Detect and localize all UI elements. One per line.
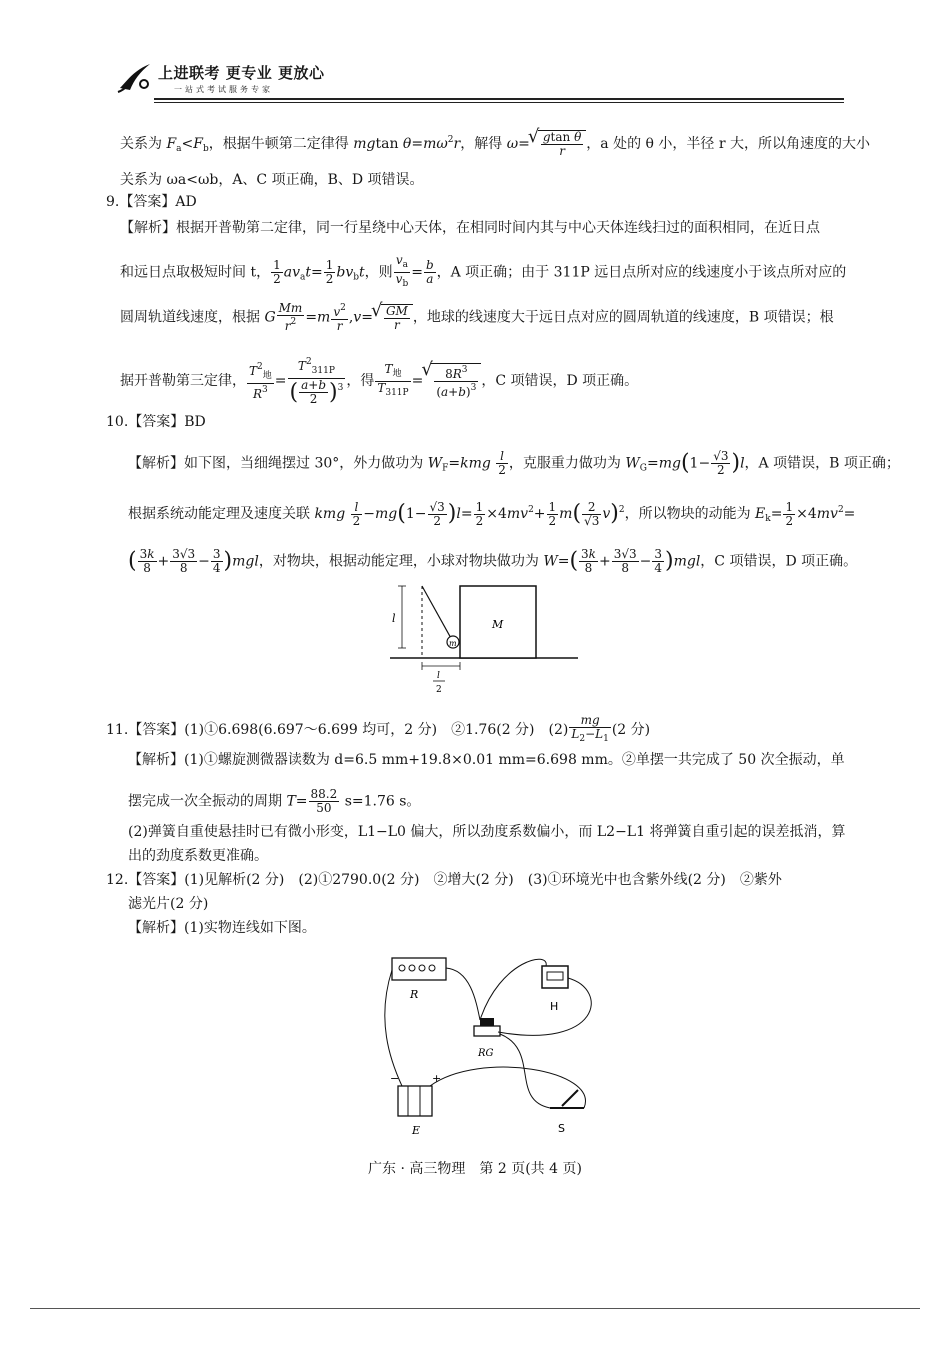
q12-answer-2: 滤光片(2 分)	[128, 896, 209, 912]
pendulum-block-figure	[380, 578, 580, 700]
q9-line-2: 和远日点取极短时间 t， $\frac{1}{2}$ $av_at=$ $\frac{1}{2}$ $bv_bt$，则 $\frac{v_a}{v_b}$ = $\frac{b}{a}$ ，A 项正确；由于 311P 远日点所对应的线速度小于该点所对应的	[120, 253, 847, 289]
ball-label: m	[449, 639, 457, 648]
l-label: l	[392, 612, 396, 625]
battery-E	[398, 1086, 432, 1116]
q9-line-1: 【解析】根据开普勒第二定律，同一行星绕中心天体，在相同时间内其与中心天体连线扫过的面积相同，在近日点	[120, 220, 820, 236]
q8-line-1: 关系为 $F_a<F_b$，根据牛顿第二定律得 mgtan $\theta=m\omega^2r$，解得 ω= √ $\frac{\text{gtan θ}}{r}$ ，a 处的 θ 小，半径 r 大，所以角速度的大小	[120, 130, 870, 159]
brand-slogan: 上进联考 更专业 更放心	[158, 64, 325, 82]
q9-line-4: 据开普勒第三定律， $\frac{T^2_地}{R^3}$ = $T^2_{311P}$ ( $\frac{a+b}{2}$ )$^3$ ，得 $\frac{T_地}{T_{311P}}$ = √ $\frac{8R^3}{(a+b)^3}$ ，C 项错误，D 项正确。	[120, 356, 638, 406]
q11-line-1: 【解析】(1)①螺旋测微器读数为 d=6.5 mm+19.8×0.01 mm=6.698 mm。②单摆一共完成了 50 次全振动，单	[128, 752, 845, 768]
string-line	[422, 586, 452, 640]
q12-analysis: 【解析】(1)实物连线如下图。	[128, 920, 316, 936]
q9-line-3: 圆周轨道线速度，根据 G $\frac{Mm}{r^2}$ =m $\frac{v^2}{r}$ ,v= √ $\frac{GM}{r}$ ，地球的线速度大于远日点对应的圆周轨道的线速度，B 项错误；根	[120, 302, 834, 333]
q10-line-1: 【解析】如下图，当细绳摆过 30°，外力做功为 $W_F=kmg$ $\frac{l}{2}$ ，克服重力做功为 $W_G=mg(1-$ $\frac{√3}{2}$ )l，A 项错误，B 项正确；	[128, 449, 900, 477]
q12-answer-1: 12.【答案】(1)见解析(2 分) (2)①2790.0(2 分) ②增大(2 分) (3)①环境光中也含紫外线(2 分) ②紫外	[106, 872, 782, 888]
header-rule-thin	[154, 102, 844, 103]
q10-line-2: 根据系统动能定理及速度关联 kmg $\frac{l}{2}$ −mg(1− $\frac{√3}{2}$ )l= $\frac{1}{2}$ $\times 4mv^2+$ $\frac{1}{2}$ m( $\frac{2}{√3}$ v)$^2$，所以物块的动能为 $E_k=$ $\frac{1}{2}$ $\times 4mv^2=$	[128, 499, 856, 528]
brand-tagline: 一站式考试服务专家	[174, 85, 273, 94]
q11-line-4: 出的劲度系数更准确。	[128, 848, 268, 864]
S-label: S	[558, 1122, 565, 1135]
q11-line-3: (2)弹簧自重使悬挂时已有微小形变，L1−L0 偏大，所以劲度系数偏小，而 L2−L1 将弹簧自重引起的误差抵消，算	[128, 824, 846, 840]
wire-R-RG	[446, 968, 480, 1020]
wire-S-E	[430, 1067, 585, 1108]
svg-text:+: +	[432, 1072, 442, 1085]
q9-answer: 9.【答案】AD	[106, 194, 197, 210]
wire-R-E	[385, 970, 402, 1086]
q10-line-3: ( $\frac{3k}{8}$ + $\frac{3√3}{8}$ − $\frac{3}{4}$ )mgl，对物块，根据动能定理，小球对物块做功为 W=( $\frac{3k}{8}$ + $\frac{3√3}{8}$ − $\frac{3}{4}$ )mgl，C 项错误，D 项正确。	[128, 547, 858, 575]
page-footer: 广东 · 高三物理 第 2 页(共 4 页)	[368, 1161, 582, 1177]
meter-H	[542, 966, 568, 988]
half-den: 2	[436, 685, 442, 695]
q8-line-2: 关系为 ωa<ωb，A、C 项正确，B、D 项错误。	[120, 172, 424, 188]
block-label: M	[492, 618, 504, 631]
q11-line-2: 摆完成一次全振动的周期 T= $\frac{88.2}{50}$ s=1.76 s。	[128, 787, 421, 815]
svg-text:−: −	[390, 1072, 400, 1085]
page-header	[108, 58, 844, 104]
wire-RG-H	[480, 959, 546, 1020]
E-label: E	[412, 1124, 421, 1137]
half-num: l	[437, 671, 440, 681]
sensor-RG	[474, 1026, 500, 1036]
q11-answer: 11.【答案】(1)①6.698(6.697～6.699 均可，2 分) ②1.76(2 分) (2) $\frac{mg}{L_2-L_1}$ (2 分)	[106, 713, 651, 744]
RG-label: RG	[478, 1048, 494, 1059]
q10-answer: 10.【答案】BD	[106, 414, 206, 430]
brand-logo-icon	[116, 60, 154, 94]
R-label: R	[410, 988, 419, 1001]
H-label: H	[550, 1000, 559, 1013]
header-rule	[154, 98, 844, 100]
bottom-rule	[30, 1308, 920, 1309]
circuit-wiring-figure	[380, 950, 620, 1140]
